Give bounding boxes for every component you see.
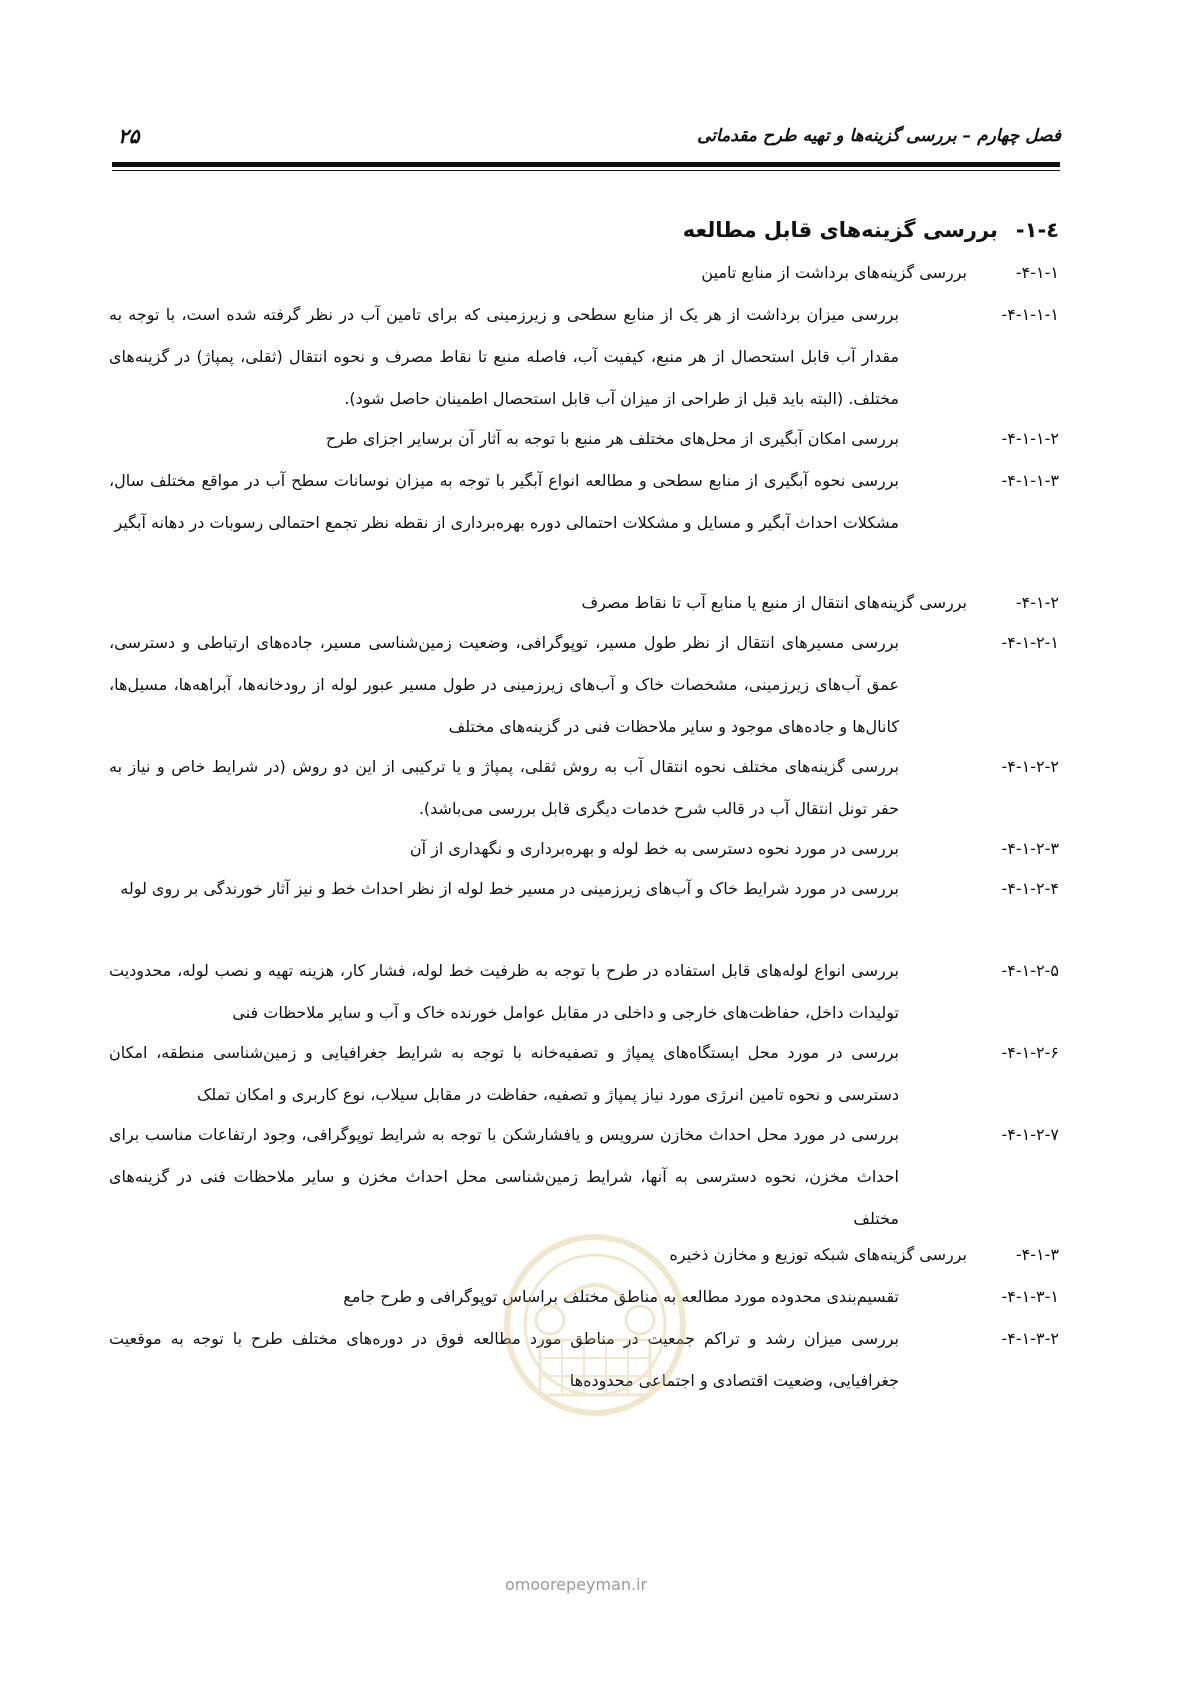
list-item xyxy=(109,1114,1059,1240)
item-number: ۴-۱-۲-۷- xyxy=(1001,1125,1059,1144)
list-item xyxy=(109,746,1059,830)
item-number: ۴-۱-۱- xyxy=(1015,263,1059,282)
list-item xyxy=(109,828,1059,870)
item-text: بررسی گزینه‌های انتقال از منبع یا منابع آب تا نقاط مصرف xyxy=(581,593,967,612)
list-item xyxy=(109,294,1059,420)
item-number: ۴-۱-۲-۲- xyxy=(1001,757,1059,776)
list-item xyxy=(109,1032,1059,1116)
item-number: ۴-۱-۳-۲- xyxy=(1001,1329,1059,1348)
item-number: ۴-۱-۱-۱- xyxy=(1001,305,1059,324)
item-text: بررسی نحوه آبگیری از منابع سطحی و مطالعه انواع آبگیر با توجه به میزان نوسانات سطح آب در مواقع مختلف سال، مشکلات احداث آبگیر و مسایل و مشکلات احتمالی دوره بهره‌برداری از نقطه نظر تجمع احتمالی رسوبات در دهانه آبگیر xyxy=(109,471,899,532)
list-item xyxy=(109,622,1059,748)
item-text: بررسی میزان رشد و تراکم جمعیت در مناطق مورد مطالعه فوق در دوره‌های مختلف طرح با توجه به موقعیت جغرافیایی، وضعیت اقتصادی و اجتماعی محدوده‌ها xyxy=(109,1329,899,1390)
item-text: بررسی گزینه‌های شبکه توزیع و مخازن ذخیره xyxy=(669,1245,967,1264)
item-text: بررسی در مورد نحوه دسترسی به خط لوله و بهره‌برداری و نگهداری از آن xyxy=(409,839,899,858)
item-number: ۴-۱-۲-۴- xyxy=(1001,879,1059,898)
item-text: بررسی انواع لوله‌های قابل استفاده در طرح با توجه به ظرفیت خط لوله، فشار کار، هزینه تهیه و نصب لوله، محدودیت تولیدات داخل، حفاظت‌های خارجی و داخلی در مقابل عوامل خورنده خاک و آب و سایر ملاحظات فنی xyxy=(109,961,899,1022)
header-rule-thin xyxy=(112,170,1060,171)
chapter-title: فصل چهارم – بررسی گزینه‌ها و تهیه طرح مقدماتی xyxy=(697,126,1061,146)
header-rule-thick xyxy=(112,162,1060,167)
watermark-url: omoorepeyman.ir xyxy=(505,1575,648,1594)
item-text: بررسی در مورد محل ایستگاه‌های پمپاژ و تصفیه‌خانه با توجه به شرایط جغرافیایی و زمین‌شناسی منطقه، امکان دسترسی و نحوه تامین انرژی مورد نیاز پمپاژ و تصفیه، حفاظت در مقابل سیلاب، نوع کاربری و امکان تملک xyxy=(109,1043,899,1104)
section-number: ٤-١- xyxy=(1015,218,1059,242)
item-text: بررسی گزینه‌های برداشت از منابع تامین xyxy=(701,263,967,282)
item-number: ۴-۱-۲-۳- xyxy=(1001,839,1059,858)
list-item xyxy=(109,460,1059,544)
item-text: بررسی میزان برداشت از هر یک از منابع سطحی و زیرزمینی که برای تامین آب در نظر گرفته شده است، با توجه به مقدار آب قابل استحصال از هر منبع، کیفیت آب، فاصله منبع تا نقاط مصرف و نحوه انتقال (ثقلی، پمپاژ) در گزینه‌های مختلف. (البته باید قبل از طراحی از میزان آب قابل استحصال اطمینان حاصل شود). xyxy=(109,305,899,408)
page-number: ۲۵ xyxy=(118,124,140,148)
item-text: تقسیم‌بندی محدوده مورد مطالعه به مناطق مختلف براساس توپوگرافی و طرح جامع xyxy=(343,1287,899,1306)
item-number: ۴-۱-۱-۳- xyxy=(1001,471,1059,490)
watermark-logo-icon xyxy=(470,1230,720,1430)
item-number: ۴-۱-۲-۵- xyxy=(1001,961,1059,980)
subsection-item xyxy=(239,252,1059,294)
item-text: بررسی امکان آبگیری از محل‌های مختلف هر منبع با توجه به آثار آن برسایر اجزای طرح xyxy=(325,429,899,448)
item-text: بررسی در مورد شرایط خاک و آب‌های زیرزمینی در مسیر خط لوله از نظر احداث خط و نیز آثار خورندگی بر روی لوله xyxy=(120,879,899,898)
item-text: بررسی گزینه‌های مختلف نحوه انتقال آب به روش ثقلی، پمپاژ و یا ترکیبی از این دو روش (در شرایط خاص و نیاز به حفر تونل انتقال آب در قالب شرح خدمات دیگری قابل بررسی می‌باشد). xyxy=(109,757,899,818)
item-text: بررسی مسیرهای انتقال از نظر طول مسیر، توپوگرافی، وضعیت زمین‌شناسی مسیر، جاده‌های ارتباطی و دسترسی، عمق آب‌های زیرزمینی، مشخصات خاک و آب‌های زیرزمینی در طول مسیر عبور لوله از رودخانه‌ها، آبراهه‌ها، مسیل‌ها، کانال‌ها و جاده‌های موجود و سایر ملاحظات فنی در گزینه‌های مختلف xyxy=(109,633,899,736)
item-number: ۴-۱-۱-۲- xyxy=(1001,429,1059,448)
item-number: ۴-۱-۲-۶- xyxy=(1001,1043,1059,1062)
subsection-item xyxy=(239,582,1059,624)
list-item xyxy=(109,868,1059,910)
item-number: ۴-۱-۲-۱- xyxy=(1001,633,1059,652)
item-number: ۴-۱-۳- xyxy=(1015,1245,1059,1264)
section-heading xyxy=(683,218,1059,242)
item-text: بررسی در مورد محل احداث مخازن سرویس و یافشارشکن با توجه به شرایط توپوگرافی، وجود ارتفاعات مناسب برای احداث مخزن، نحوه دسترسی به آنها، شرایط زمین‌شناسی محل احداث مخزن و سایر ملاحظات فنی در گزینه‌های مختلف xyxy=(109,1125,899,1228)
item-number: ۴-۱-۲- xyxy=(1015,593,1059,612)
list-item xyxy=(109,950,1059,1034)
list-item xyxy=(109,418,1059,460)
section-title: بررسی گزینه‌های قابل مطالعه xyxy=(682,218,998,242)
item-number: ۴-۱-۳-۱- xyxy=(1001,1287,1059,1306)
